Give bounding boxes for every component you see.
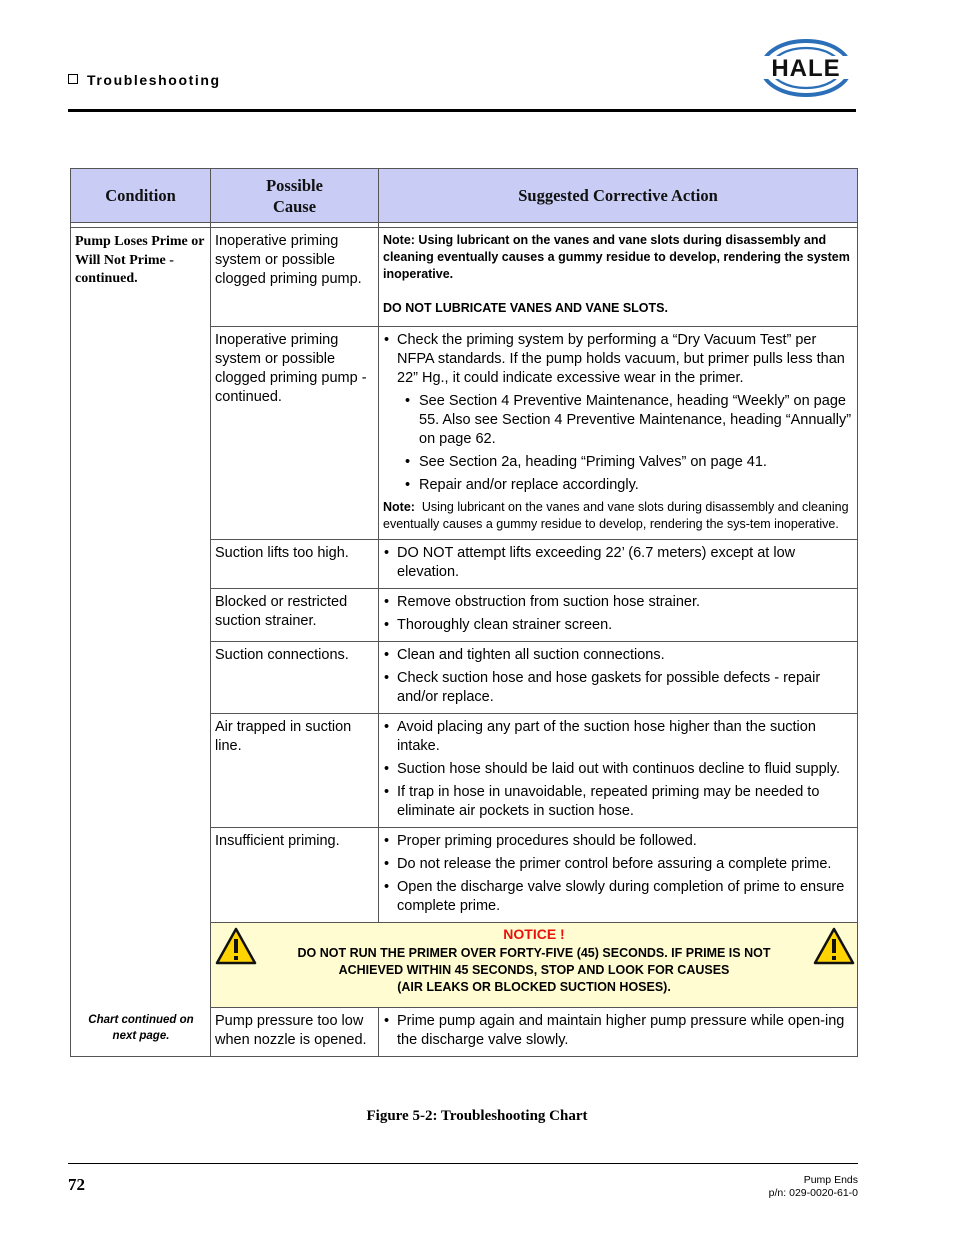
- action-cell: [379, 540, 858, 589]
- warning-triangle-icon: [813, 927, 855, 965]
- chart-continued-note: Chart continued on next page.: [88, 1014, 194, 1042]
- cause-cell: Inoperative priming system or possible clogged priming pump.: [211, 228, 379, 327]
- action-bullet: • Remove obstruction from suction hose strainer.: [383, 593, 854, 612]
- troubleshooting-table: [70, 168, 858, 1057]
- section-heading: [68, 72, 221, 88]
- footer-doc-title: Pump Ends: [803, 1174, 858, 1186]
- header-corrective-action: Suggested Corrective Action: [379, 169, 858, 223]
- action-bullet: • Check suction hose and hose gaskets for possible defects - repair and/or replace.: [383, 669, 854, 707]
- action-sub-bullet: • See Section 2a, heading “Priming Valves” on page 41.: [383, 453, 854, 472]
- cause-cell: Suction lifts too high.: [211, 540, 379, 589]
- header-rule: [68, 109, 856, 112]
- action-cell: [379, 589, 858, 642]
- action-sub-bullet: • See Section 4 Preventive Maintenance, heading “Weekly” on page 55. Also see Section 4 Preventive Maintenance, heading “Annually” on page 62.: [383, 392, 854, 449]
- cause-cell: Blocked or restricted suction strainer.: [211, 589, 379, 642]
- table-header-row: [71, 169, 858, 223]
- action-sub-bullet: • Repair and/or replace accordingly.: [383, 476, 854, 495]
- figure-caption: Figure 5-2: Troubleshooting Chart: [366, 1108, 588, 1124]
- notice-title: NOTICE !: [503, 926, 565, 942]
- footer-doc-info: [769, 1174, 858, 1200]
- action-bullet: • Suction hose should be laid out with continuos decline to fluid supply.: [383, 760, 854, 779]
- cause-cell: Suction connections.: [211, 642, 379, 714]
- action-cell: [379, 327, 858, 540]
- table-row: [71, 228, 858, 327]
- cause-cell: Insufficient priming.: [211, 828, 379, 923]
- action-cell: [379, 714, 858, 828]
- action-cell: [379, 828, 858, 923]
- cause-cell: Inoperative priming system or possible clogged priming pump - continued.: [211, 327, 379, 540]
- action-bullet: • DO NOT attempt lifts exceeding 22’ (6.7 meters) except at low elevation.: [383, 544, 854, 582]
- action-bullet: • Thoroughly clean strainer screen.: [383, 616, 854, 635]
- action-bullet: • Clean and tighten all suction connections.: [383, 646, 854, 665]
- logo-text: HALE: [771, 55, 841, 82]
- action-bullet: • Do not release the primer control before assuring a complete prime.: [383, 855, 854, 874]
- footer-part-number: p/n: 029-0020-61-0: [768, 1187, 858, 1199]
- hale-logo: [756, 36, 856, 100]
- notice-text: DO NOT RUN THE PRIMER OVER FORTY-FIVE (45) SECONDS. IF PRIME IS NOT ACHIEVED WITHIN 45 SECONDS, STOP AND LOOK FOR CAUSES (AIR LEAKS OR BLOCKED SUCTION HOSES).: [297, 946, 771, 994]
- page-number: 72: [68, 1175, 85, 1194]
- cause-cell: Air trapped in suction line.: [211, 714, 379, 828]
- checkbox-bullet-icon: [68, 74, 78, 84]
- action-bullet: • If trap in hose in unavoidable, repeated priming may be needed to eliminate air pockets in suction hose.: [383, 783, 854, 821]
- do-not-lubricate-warning: DO NOT LUBRICATE VANES AND VANE SLOTS.: [383, 301, 668, 315]
- warning-triangle-icon: [215, 927, 257, 965]
- footer-rule: [68, 1163, 858, 1164]
- action-bullet: • Avoid placing any part of the suction hose higher than the suction intake.: [383, 718, 854, 756]
- lubricant-note-small: Note: Using lubricant on the vanes and vane slots during disassembly and cleaning eventually causes a gummy residue to develop, rendering the sys-tem inoperative.: [383, 500, 849, 531]
- action-bullet: • Open the discharge valve slowly during completion of prime to ensure complete prime.: [383, 878, 854, 916]
- action-bullet: • Check the priming system by performing a “Dry Vacuum Test” per NFPA standards. If the pump holds vacuum, but primer pulls less than 22” Hg., it could indicate excessive wear in the primer.: [383, 331, 854, 388]
- cause-cell: Pump pressure too low when nozzle is opened.: [211, 1008, 379, 1057]
- action-cell: [379, 228, 858, 327]
- notice-box: [211, 923, 858, 1008]
- action-bullet: • Proper priming procedures should be followed.: [383, 832, 854, 851]
- action-bullet: • Prime pump again and maintain higher pump pressure while open-ing the discharge valve slowly.: [383, 1012, 854, 1050]
- action-cell: [379, 642, 858, 714]
- condition-cell: [71, 228, 211, 1057]
- header-condition: Condition: [71, 169, 211, 223]
- header-possible-cause: Possible Cause: [211, 169, 379, 223]
- condition-text: Pump Loses Prime or Will Not Prime - continued.: [75, 234, 205, 286]
- lubricant-note: Note: Using lubricant on the vanes and vane slots during disassembly and cleaning eventually causes a gummy residue to develop, rendering the system inoperative.: [383, 233, 850, 281]
- section-heading-text: Troubleshooting: [87, 72, 221, 88]
- action-cell: [379, 1008, 858, 1057]
